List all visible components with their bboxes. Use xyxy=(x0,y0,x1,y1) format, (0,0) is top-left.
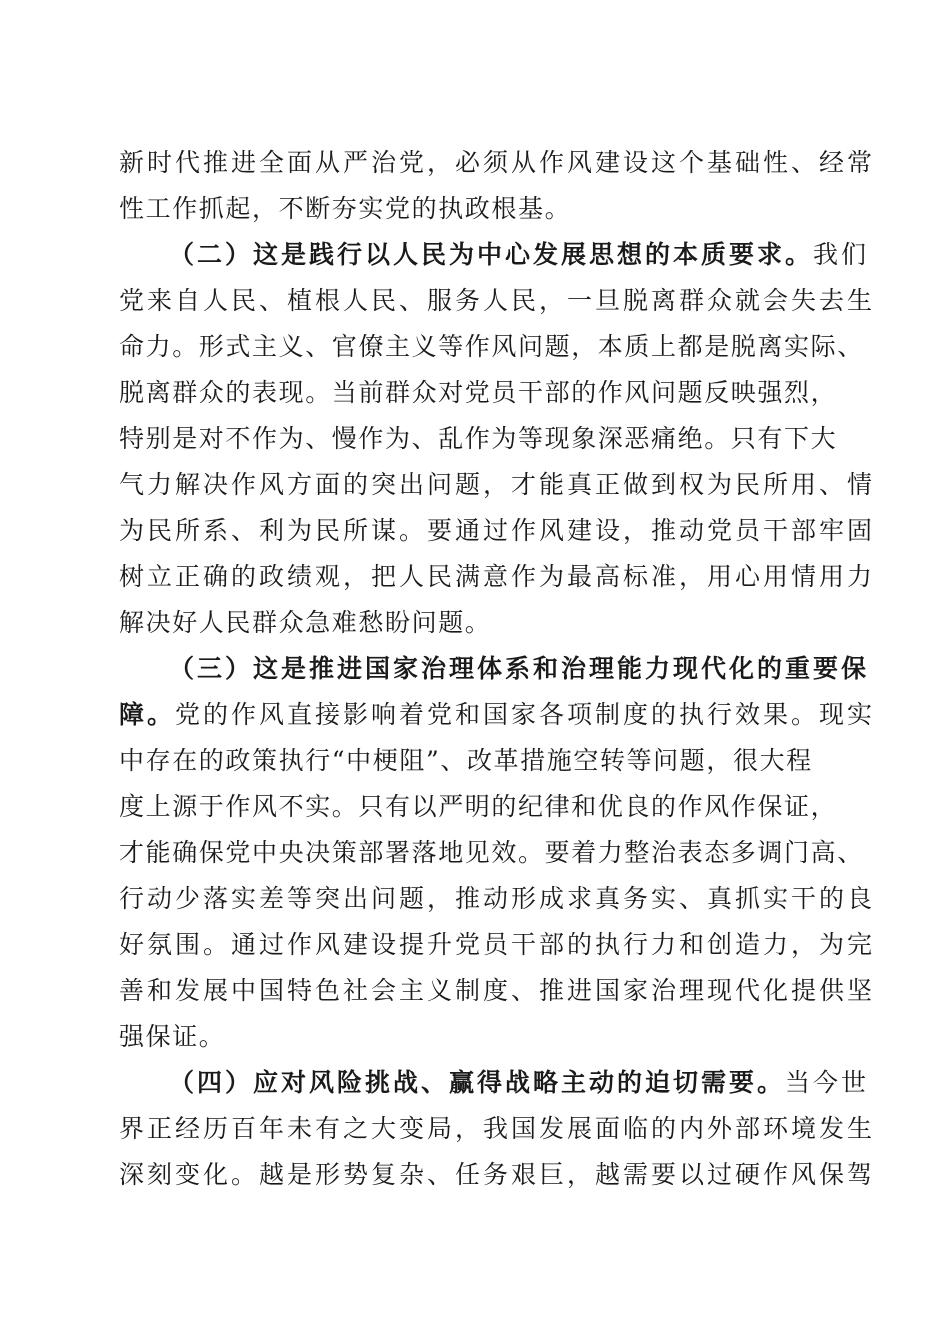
paragraph-text: 当今世 xyxy=(785,1068,870,1097)
paragraph-line: 善和发展中国特色社会主义制度、推进国家治理现代化提供坚 xyxy=(119,976,876,1005)
section-heading-line xyxy=(169,1068,870,1098)
section-heading: （二）这是践行以人民为中心发展思想的本质要求。 xyxy=(169,240,814,269)
paragraph-line: 脱离群众的表现。当前群众对党员干部的作风问题反映强烈， xyxy=(119,378,838,407)
paragraph-line: 树立正确的政绩观，把人民满意作为最高标准，用心用情用力 xyxy=(119,562,876,591)
paragraph-line: 强保证。 xyxy=(119,1022,226,1051)
section-heading: （四）应对风险挑战、赢得战略主动的迫切需要。 xyxy=(169,1068,786,1097)
paragraph-line: 解决好人民群众急难愁盼问题。 xyxy=(119,608,492,637)
section-heading: （三）这是推进国家治理体系和治理能力现代化的重要保 xyxy=(169,654,870,683)
paragraph-line: 新时代推进全面从严治党，必须从作风建设这个基础性、经常 xyxy=(119,148,876,177)
paragraph-text: 我们 xyxy=(813,240,870,269)
section-heading-line xyxy=(169,240,870,270)
paragraph-line: 党来自人民、植根人民、服务人民，一旦脱离群众就会失去生 xyxy=(119,286,876,315)
paragraph-line: 性工作抓起，不断夯实党的执政根基。 xyxy=(119,194,572,223)
section-heading-line xyxy=(119,700,876,730)
paragraph-line: 命力。形式主义、官僚主义等作风问题，本质上都是脱离实际、 xyxy=(119,332,864,361)
paragraph-line: 中存在的政策执行“中梗阻”、改革措施空转等问题，很大程 xyxy=(119,746,813,775)
paragraph-line: 气力解决作风方面的突出问题，才能真正做到权为民所用、情 xyxy=(119,470,876,499)
section-heading-continuation: 障。 xyxy=(119,700,176,729)
paragraph-line: 行动少落实差等突出问题，推动形成求真务实、真抓实干的良 xyxy=(119,884,876,913)
paragraph-line: 为民所系、利为民所谋。要通过作风建设，推动党员干部牢固 xyxy=(119,516,876,545)
paragraph-text: 党的作风直接影响着党和国家各项制度的执行效果。现实 xyxy=(175,700,876,729)
paragraph-line: 好氛围。通过作风建设提升党员干部的执行力和创造力，为完 xyxy=(119,930,876,959)
paragraph-line: 才能确保党中央决策部署落地见效。要着力整治表态多调门高、 xyxy=(119,838,864,867)
paragraph-line: 界正经历百年未有之大变局，我国发展面临的内外部环境发生 xyxy=(119,1114,876,1143)
paragraph-line: 度上源于作风不实。只有以严明的纪律和优良的作风作保证， xyxy=(119,792,838,821)
paragraph-line: 深刻变化。越是形势复杂、任务艰巨，越需要以过硬作风保驾 xyxy=(119,1160,876,1189)
paragraph-line: 特别是对不作为、慢作为、乱作为等现象深恶痛绝。只有下大 xyxy=(119,424,838,453)
